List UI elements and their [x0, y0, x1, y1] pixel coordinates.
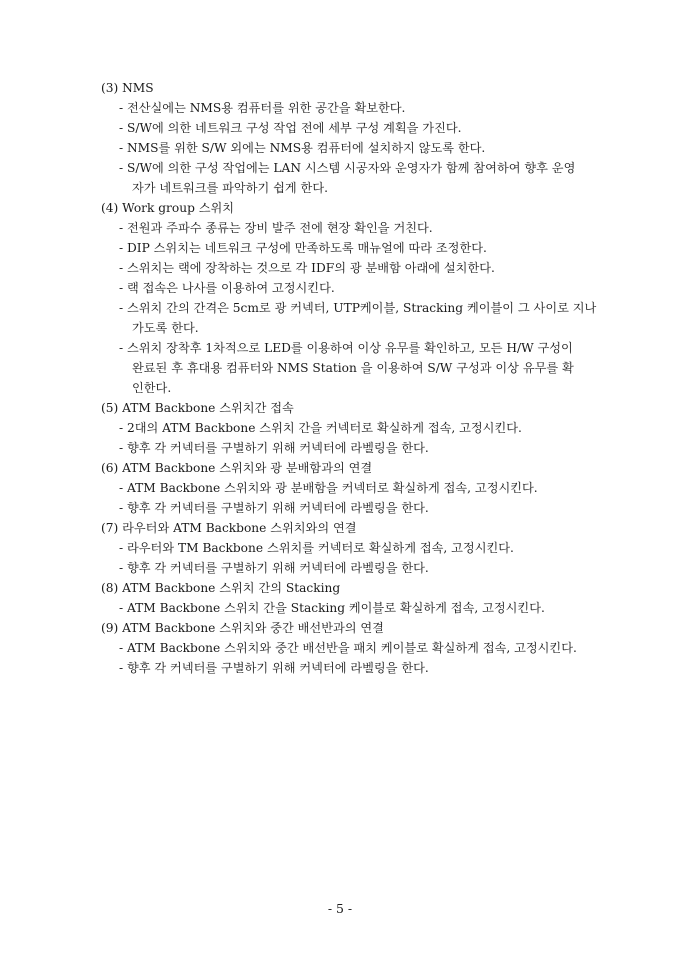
list-item	[101, 478, 631, 498]
section-heading: (5) ATM Backbone 스위치간 접속	[101, 401, 294, 415]
list-item-text: - ATM Backbone 스위치 간을 Stacking 케이블로 확실하게 접속, 고정시킨다.	[119, 601, 545, 615]
section	[101, 578, 631, 618]
list-item-text: - 향후 각 커넥터를 구별하기 위해 커넥터에 라벨링을 한다.	[119, 501, 429, 515]
list-item-text: - 향후 각 커넥터를 구별하기 위해 커넥터에 라벨링을 한다.	[119, 561, 429, 575]
list-item	[101, 158, 631, 198]
list-item-text: - 향후 각 커넥터를 구별하기 위해 커넥터에 라벨링을 한다.	[119, 661, 429, 675]
list-item	[101, 238, 631, 258]
list-item-text: - 라우터와 TM Backbone 스위치를 커넥터로 확실하게 접속, 고정시킨다.	[119, 541, 514, 555]
section	[101, 618, 631, 678]
list-item	[101, 258, 631, 278]
list-item-text: - S/W에 의한 구성 작업에는 LAN 시스템 시공자와 운영자가 함께 참여하여 향후 운영	[119, 161, 576, 175]
list-item	[101, 538, 631, 558]
section-heading: (7) 라우터와 ATM Backbone 스위치와의 연결	[101, 521, 357, 535]
list-item-continuation: 인한다.	[132, 381, 172, 395]
section	[101, 518, 631, 578]
list-item	[101, 438, 631, 458]
list-item-continuation: 완료된 후 휴대용 컴퓨터와 NMS Station 을 이용하여 S/W 구성과 이상 유무를 확	[132, 361, 574, 375]
section	[101, 398, 631, 458]
list-item-text: - ATM Backbone 스위치와 중간 배선반을 패치 케이블로 확실하게 접속, 고정시킨다.	[119, 641, 577, 655]
list-item	[101, 558, 631, 578]
list-item	[101, 658, 631, 678]
list-item-text: - 전원과 주파수 종류는 장비 발주 전에 현장 확인을 거친다.	[119, 221, 433, 235]
section-heading: (9) ATM Backbone 스위치와 중간 배선반과의 연결	[101, 621, 384, 635]
list-item	[101, 138, 631, 158]
list-item	[101, 418, 631, 438]
list-item-text: - NMS를 위한 S/W 외에는 NMS용 컴퓨터에 설치하지 않도록 한다.	[119, 141, 486, 155]
list-item	[101, 118, 631, 138]
section-heading: (4) Work group 스위치	[101, 201, 235, 215]
list-item-continuation: 자가 네트워크를 파악하기 쉽게 한다.	[132, 181, 328, 195]
list-item	[101, 218, 631, 238]
list-item	[101, 598, 631, 618]
section	[101, 458, 631, 518]
list-item-text: - DIP 스위치는 네트워크 구성에 만족하도록 매뉴얼에 따라 조정한다.	[119, 241, 487, 255]
section	[101, 78, 631, 198]
list-item-continuation: 가도록 한다.	[132, 321, 199, 335]
document-body	[101, 78, 631, 678]
list-item-text: - 스위치는 랙에 장착하는 것으로 각 IDF의 광 분배함 아래에 설치한다.	[119, 261, 495, 275]
list-item-text: - S/W에 의한 네트워크 구성 작업 전에 세부 구성 계획을 가진다.	[119, 121, 462, 135]
list-item-text: - 스위치 장착후 1차적으로 LED를 이용하여 이상 유무를 확인하고, 모든 H/W 구성이	[119, 341, 573, 355]
list-item	[101, 498, 631, 518]
list-item-text: - 랙 접속은 나사를 이용하여 고정시킨다.	[119, 281, 335, 295]
section	[101, 198, 631, 398]
list-item-text: - ATM Backbone 스위치와 광 분배함을 커넥터로 확실하게 접속, 고정시킨다.	[119, 481, 538, 495]
list-item-text: - 스위치 간의 간격은 5cm로 광 커넥터, UTP케이블, Stracking 케이블이 그 사이로 지나	[119, 301, 597, 315]
list-item	[101, 298, 631, 338]
list-item	[101, 278, 631, 298]
list-item-text: - 전산실에는 NMS용 컴퓨터를 위한 공간을 확보한다.	[119, 101, 406, 115]
section-heading: (8) ATM Backbone 스위치 간의 Stacking	[101, 581, 341, 595]
list-item	[101, 638, 631, 658]
list-item	[101, 338, 631, 398]
list-item-text: - 향후 각 커넥터를 구별하기 위해 커넥터에 라벨링을 한다.	[119, 441, 429, 455]
list-item-text: - 2대의 ATM Backbone 스위치 간을 커넥터로 확실하게 접속, 고정시킨다.	[119, 421, 522, 435]
section-heading: (3) NMS	[101, 81, 154, 95]
section-heading: (6) ATM Backbone 스위치와 광 분배함과의 연결	[101, 461, 373, 475]
list-item	[101, 98, 631, 118]
page-number: - 5 -	[327, 901, 353, 916]
